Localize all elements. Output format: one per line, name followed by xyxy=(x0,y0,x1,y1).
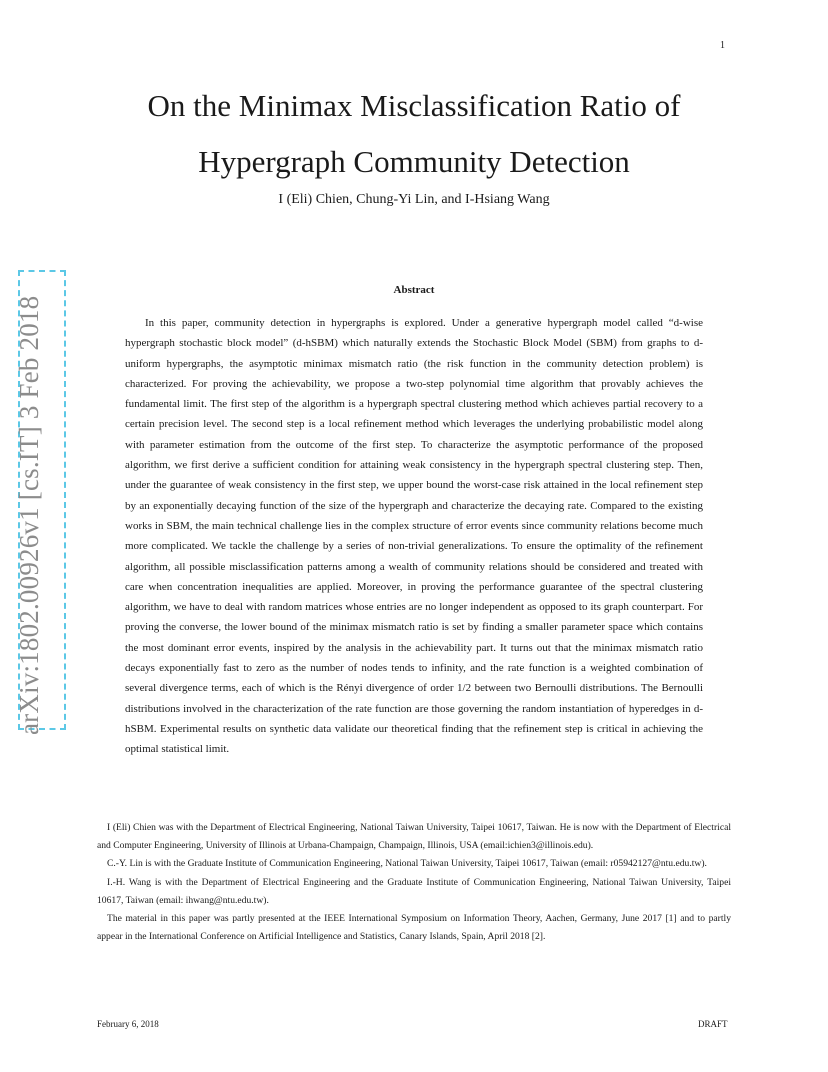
footer-date: February 6, 2018 xyxy=(97,1019,159,1029)
footnote-chien: I (Eli) Chien was with the Department of Electrical Engineering, National Taiwan University, Taipei 10617, Taiwan. He is now with the Department of Electrical and Computer Engineering, University of Illinois at Urbana-Champaign, Champaign, Illinois, USA (email:ichien3@illinois.edu). xyxy=(97,822,731,852)
footnote-wang: I.-H. Wang is with the Department of Electrical Engineering and the Graduate Institute of Communication Engineering, National Taiwan University, Taipei 10617, Taiwan (email: ihwang@ntu.edu.tw). xyxy=(97,876,731,906)
abstract-body: In this paper, community detection in hypergraphs is explored. Under a generative hypergraph model called “d-wise hypergraph stochastic block model” (d-hSBM) which naturally extends the Stochastic Block Model (SBM) from graphs to d-uniform hypergraphs, the asymptotic minimax mismatch ratio (the risk function in the community detection problem) is characterized. For proving the achievability, we propose a two-step polynomial time algorithm that provably achieves the fundamental limit. The first step of the algorithm is a hypergraph spectral clustering method which achieves partial recovery to a certain precision level. The second step is a local refinement method which leverages the underlying probabilistic model along with parameter estimation from the outcome of the first step. To characterize the asymptotic performance of the proposed algorithm, we first derive a sufficient condition for attaining weak consistency in the hypergraph spectral clustering step. Then, under the guarantee of weak consistency in the first step, we upper bound the worst-case risk attained in the local refinement step by an exponentially decaying function of the size of the hypergraph and characterize the decaying rate. Compared to the existing works in SBM, the main technical challenge lies in the complex structure of error events since community relations become much more complicated. We tackle the challenge by a series of non-trivial generalizations. To ensure the optimality of the refinement algorithm, all possible misclassification patterns among a wealth of community relations should be considered and treated with care when concentration inequalities are applied. Moreover, in proving the performance guarantee of the spectral clustering algorithm, we have to deal with random matrices whose entries are no longer independent as opposed to its graph counterpart. For proving the converse, the lower bound of the minimax mismatch ratio is set by finding a smaller parameter space which contains the most dominant error events, inspired by the analysis in the achievability part. It turns out that the minimax mismatch ratio decays exponentially fast to zero as the number of nodes tends to infinity, and the rate function is a weighted combination of several divergence terms, each of which is the Rényi divergence of order 1/2 between two Bernoulli distributions. The Bernoulli distributions involved in the characterization of the rate function are those governing the random instantiation of hyperedges in d-hSBM. Experimental results on synthetic data validate our theoretical finding that the refinement step is critical in achieving the optimal statistical limit. xyxy=(125,317,703,756)
arxiv-stamp: arXiv:1802.00926v1 [cs.IT] 3 Feb 2018 xyxy=(14,295,44,735)
paper-title: On the Minimax Misclassification Ratio of Hypergraph Community Detection xyxy=(147,88,681,179)
footnote-prior-presentation: The material in this paper was partly presented at the IEEE International Symposium on Information Theory, Aachen, Germany, June 2017 [1] and to partly appear in the International Conference on Artificial Intelligence and Statistics, Canary Islands, Spain, April 2018 [2]. xyxy=(97,913,731,943)
abstract-heading: Abstract xyxy=(393,284,435,296)
footer-draft-label: DRAFT xyxy=(698,1019,728,1029)
footnote-lin: C.-Y. Lin is with the Graduate Institute of Communication Engineering, National Taiwan University, Taipei 10617, Taiwan (email: r05942127@ntu.edu.tw). xyxy=(107,858,707,870)
author-list: I (Eli) Chien, Chung-Yi Lin, and I-Hsiang Wang xyxy=(278,192,550,207)
footnotes xyxy=(97,819,731,946)
page-number: 1 xyxy=(720,40,725,51)
